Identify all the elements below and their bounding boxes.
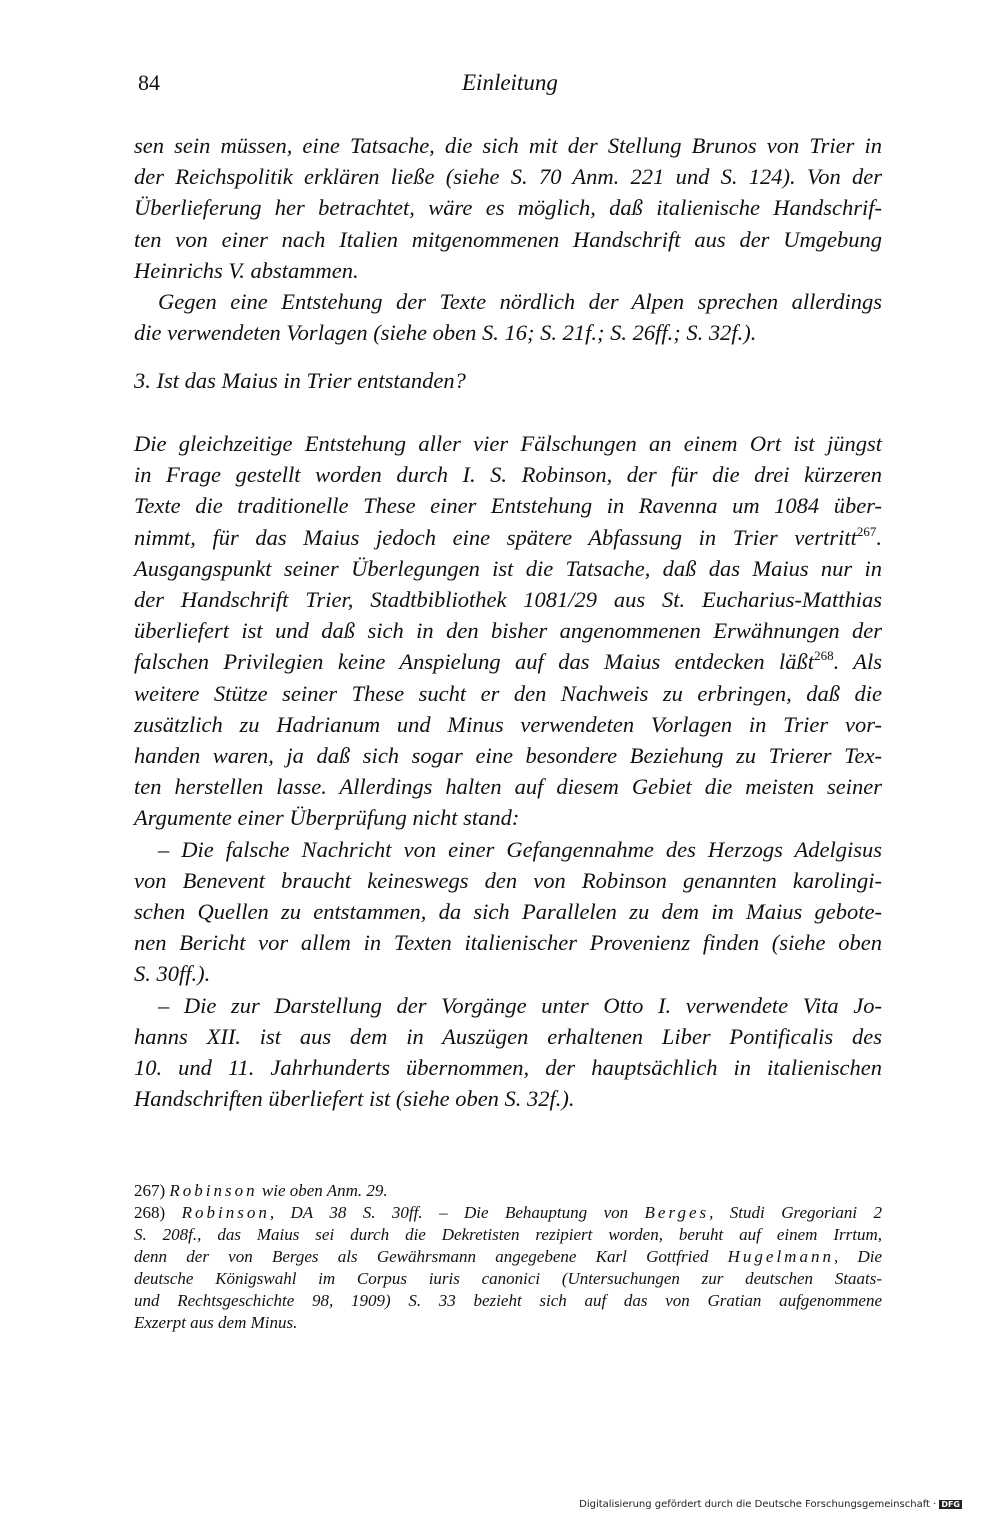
footnote-268-line: Exzerpt aus dem Minus. — [134, 1313, 298, 1332]
text-segment: . Als — [833, 649, 882, 675]
footnote-text: , DA 38 S. 30ff. – Die Behauptung von — [269, 1203, 645, 1222]
list-item-line: – Die zur Darstellung der Vorgänge unter Otto I. verwendete Vita Jo- — [158, 992, 882, 1018]
footnote-268-line — [134, 1202, 882, 1224]
list-item-line: Handschriften überliefert ist (siehe oben S. 32f.). — [134, 1086, 575, 1112]
text-line: Überlieferung her betrachtet, wäre es möglich, daß italienische Handschrif- — [134, 195, 882, 221]
list-item-line: schen Quellen zu entstammen, da sich Parallelen zu dem im Maius gebote- — [134, 899, 882, 925]
text-line: sen sein müssen, eine Tatsache, die sich mit der Stellung Brunos von Trier in — [134, 133, 882, 158]
footnote-ref-268[interactable]: 268 — [814, 648, 834, 664]
footnote-268-line: S. 208f., das Maius sei durch die Dekretisten rezipiert worden, beruht auf einem Irrtum, — [134, 1225, 882, 1244]
text-line: Gegen eine Entstehung der Texte nördlich der Alpen sprechen allerdings — [158, 289, 882, 315]
text-line: der Reichspolitik erklären ließe (siehe S. 70 Anm. 221 und S. 124). Von der — [134, 164, 882, 190]
dfg-logo: DFG — [941, 1500, 960, 1509]
list-item-line: S. 30ff.). — [134, 961, 211, 987]
text-line: Ausgangspunkt seiner Überlegungen ist die Tatsache, daß das Maius nur in — [134, 555, 882, 581]
footnote-author: Robinson — [169, 1181, 258, 1200]
text-line: die verwendeten Vorlagen (siehe oben S. 16; S. 21f.; S. 26ff.; S. 32f.). — [134, 320, 757, 346]
text-line: Texte die traditionelle These einer Entstehung in Ravenna um 1084 über- — [134, 493, 882, 519]
paragraph-continuation — [134, 130, 882, 348]
section-heading: 3. Ist das Maius in Trier entstanden? — [134, 368, 466, 393]
footnote-number: 268) — [134, 1203, 166, 1222]
text-segment: . — [876, 524, 882, 550]
text-line: Heinrichs V. abstammen. — [134, 257, 359, 283]
footnote-text: , Die — [833, 1247, 882, 1266]
footnote-268-line — [134, 1246, 882, 1268]
text-line-with-footnote — [134, 646, 882, 677]
paragraph-main — [134, 428, 882, 1114]
text-line: weitere Stütze seiner These sucht er den Nachweis zu erbringen, daß die — [134, 680, 882, 706]
footnotes — [134, 1180, 882, 1334]
text-line: handen waren, ja daß sich sogar eine besondere Beziehung zu Trierer Tex- — [134, 743, 882, 769]
text-segment: nimmt, für das Maius jedoch eine spätere Abfassung in Trier vertritt — [134, 524, 857, 550]
list-item-line: nen Bericht vor allem in Texten italienischer Provenienz finden (siehe oben — [134, 930, 882, 956]
credit-text: Digitalisierung gefördert durch die Deutsche Forschungsgemeinschaft · — [579, 1499, 937, 1510]
footnote-text: denn der von Berges als Gewährsmann angegebene Karl Gottfried — [134, 1247, 728, 1266]
footnote-text: , Studi Gregoriani 2 — [709, 1203, 882, 1222]
list-item-line: 10. und 11. Jahrhunderts übernommen, der hauptsächlich in italienischen — [134, 1055, 882, 1081]
footnote-text: wie oben Anm. 29. — [261, 1181, 388, 1200]
text-line: überliefert ist und daß sich in den bisher angenommenen Erwähnungen der — [134, 618, 882, 644]
text-line: ten herstellen lasse. Allerdings halten auf diesem Gebiet die meisten seiner — [134, 774, 882, 800]
footnote-267 — [134, 1180, 882, 1202]
footnote-author: Berges — [644, 1203, 710, 1222]
footnote-ref-267[interactable]: 267 — [856, 523, 877, 539]
footnote-author: Hugelmann — [727, 1247, 834, 1266]
text-line: in Frage gestellt worden durch I. S. Robinson, der für die drei kürzeren — [134, 462, 882, 488]
footnote-268-line: deutsche Königswahl im Corpus iuris canonici (Untersuchungen zur deutschen Staats- — [134, 1269, 882, 1288]
text-line: Argumente einer Überprüfung nicht stand: — [134, 805, 520, 831]
list-item-line: hanns XII. ist aus dem in Auszügen erhaltenen Liber Pontificalis des — [134, 1023, 882, 1049]
list-item-line: – Die falsche Nachricht von einer Gefangennahme des Herzogs Adelgisus — [158, 836, 882, 862]
digitization-credit — [579, 1499, 962, 1510]
text-line: Die gleichzeitige Entstehung aller vier Fälschungen an einem Ort ist jüngst — [134, 431, 882, 456]
list-item-line: von Benevent braucht keineswegs den von Robinson genannten karolingi- — [134, 867, 882, 893]
text-segment: falschen Privilegien keine Anspielung auf das Maius entdecken läßt — [134, 649, 815, 675]
running-head: Einleitung — [462, 70, 558, 95]
footnote-number: 267) — [134, 1181, 166, 1200]
text-line-with-footnote — [134, 522, 882, 553]
footnote-author: Robinson — [181, 1203, 270, 1222]
text-line: der Handschrift Trier, Stadtbibliothek 1081/29 aus St. Eucharius-Matthias — [134, 587, 882, 613]
text-line: zusätzlich zu Hadrianum und Minus verwendeten Vorlagen in Trier vor- — [134, 711, 882, 737]
text-line: ten von einer nach Italien mitgenommenen Handschrift aus der Umgebung — [134, 226, 882, 252]
footnote-268-line: und Rechtsgeschichte 98, 1909) S. 33 bezieht sich auf das von Gratian aufgenommene — [134, 1291, 882, 1310]
page-number: 84 — [138, 70, 160, 95]
